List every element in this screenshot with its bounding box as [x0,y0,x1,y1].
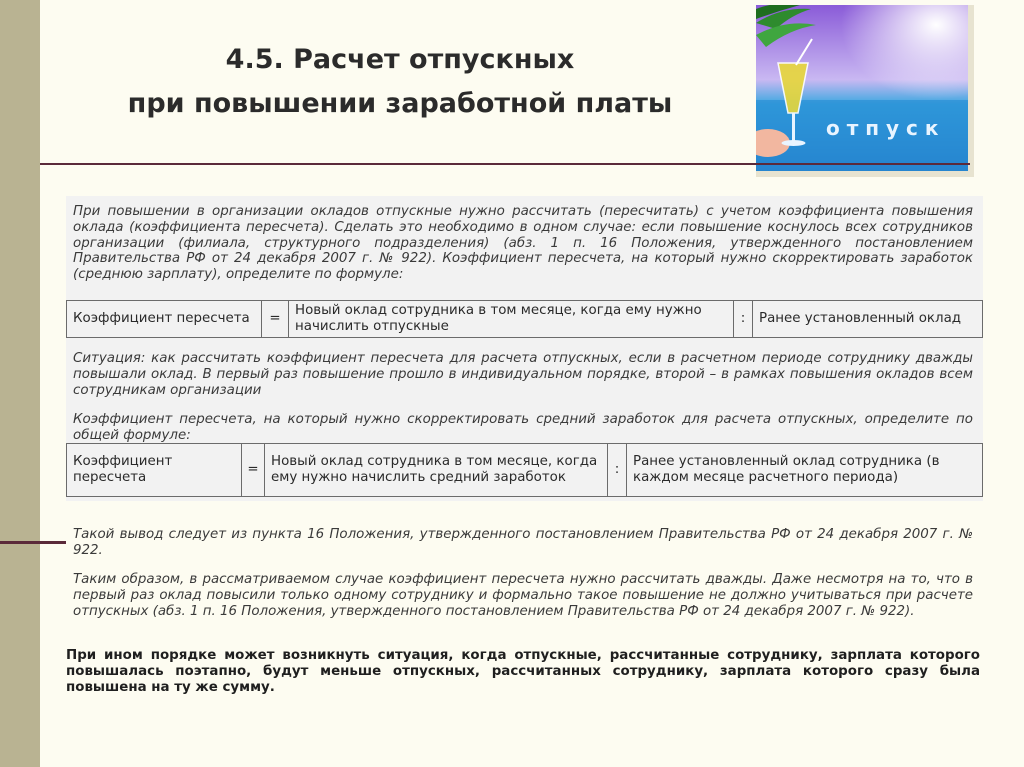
left-sidebar-band [0,0,40,767]
formula-row [67,444,983,497]
paragraph-4: Такой вывод следует из пункта 16 Положения, утвержденного постановлением Правительства РФ от 24 декабря 2007 г. № 922. [73,527,973,558]
slide-title-line-1: 4.5. Расчет отпускных [225,44,575,75]
formula-left-term: Коэффициент пересчета [67,444,242,497]
paragraph-5: Таким образом, в рассматриваемом случае коэффициент пересчета нужно рассчитать дважды. Даже несмотря на то, что в первый раз оклад повысили только одному сотруднику и формально такое повышение не должно учитываться при расчете отпускных (абз. 1 п. 16 Положения, утвержденного постановлением Правительства РФ от 24 декабря 2007 г. № 922). [73,572,973,619]
equals-sign: = [242,444,265,497]
paragraph-3: Коэффициент пересчета, на который нужно скорректировать средний заработок для расчета отпускных, определите по общей формуле: [73,412,973,443]
formula-denominator: Ранее установленный оклад сотрудника (в каждом месяце расчетного периода) [627,444,983,497]
divide-sign: : [608,444,627,497]
formula-numerator: Новый оклад сотрудника в том месяце, когда ему нужно начислить средний заработок [265,444,608,497]
formula-numerator: Новый оклад сотрудника в том месяце, когда ему нужно начислить отпускные [289,301,734,338]
paragraph-1: При повышении в организации окладов отпускные нужно рассчитать (пересчитать) с учетом коэффициента повышения оклада (коэффициента пересчета). Сделать это необходимо в одном случае: если повышение коснулось всех сотрудников организации (филиала, структурного подразделения) (абз. 1 п. 16 Положения, утвержденного постановлением Правительства РФ от 24 декабря 2007 г. № 922). Коэффициент пересчета, на который нужно скорректировать заработок (среднюю зарплату), определите по формуле: [73,204,973,283]
sidebar-divider-line [0,541,66,544]
vacation-caption: о т п у с к [826,116,939,140]
paragraph-6-bold: При ином порядке может возникнуть ситуация, когда отпускные, рассчитанные сотруднику, зарплата которого повышалась поэтапно, будут меньше отпускных, рассчитанных сотруднику, зарплата которого сразу была повышена на ту же сумму. [66,648,980,695]
slide-title-line-2: при повышении заработной платы [127,88,673,119]
formula-table-1 [66,300,983,338]
formula-table-2 [66,443,983,497]
vacation-picture [756,5,974,177]
glass-base [782,140,806,146]
formula-denominator: Ранее установленный оклад [753,301,983,338]
title-divider-line [40,163,970,165]
paragraph-2: Ситуация: как рассчитать коэффициент пересчета для расчета отпускных, если в расчетном периоде сотруднику дважды повышали оклад. В первый раз повышение прошло в индивидуальном порядке, второй – в рамках повышения окладов всем сотрудникам организации [73,351,973,398]
slide-title [60,38,740,126]
equals-sign: = [262,301,289,338]
glass-stem [792,113,795,141]
divide-sign: : [734,301,753,338]
vacation-illustration [756,5,968,171]
formula-left-term: Коэффициент пересчета [67,301,262,338]
formula-row [67,301,983,338]
